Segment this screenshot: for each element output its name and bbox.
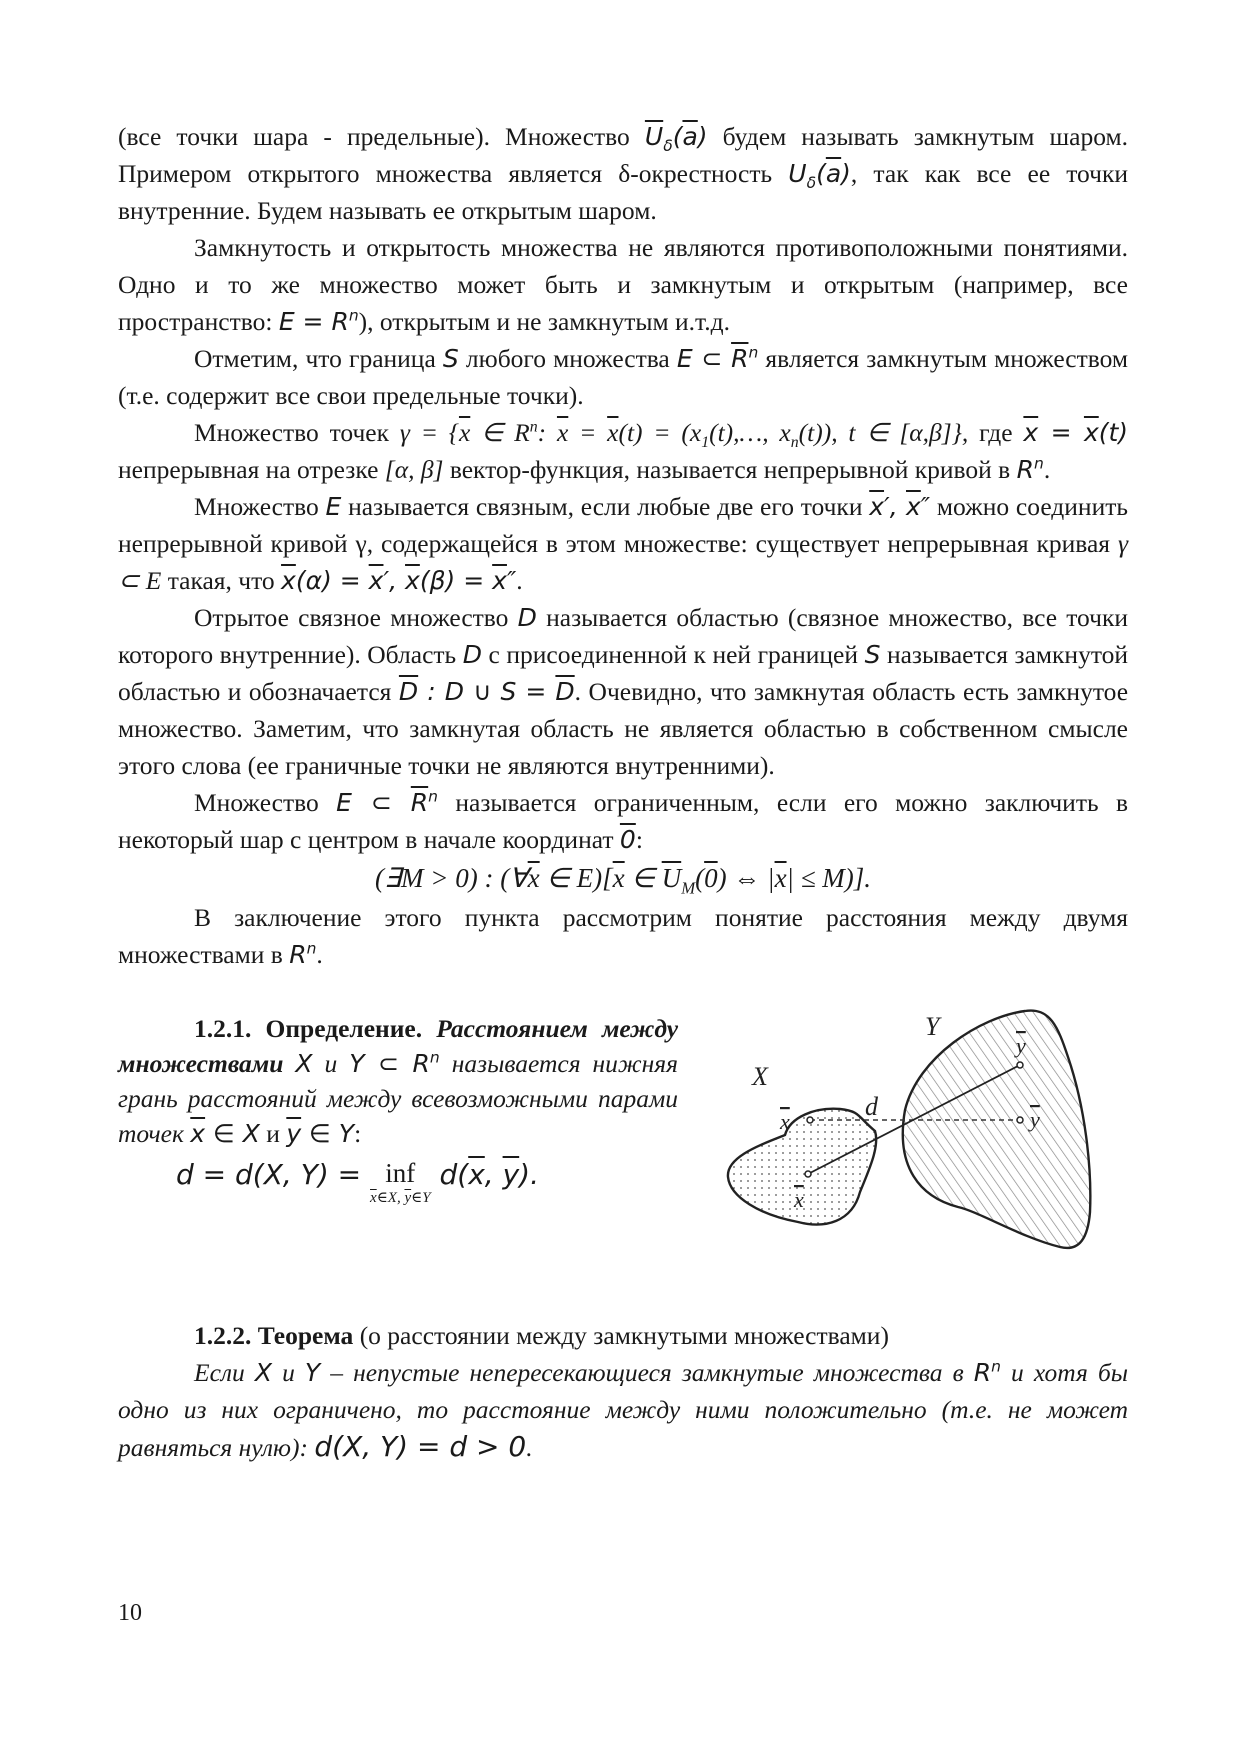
math-D: D [517,603,537,632]
paragraph-closed-open [118,229,1128,340]
definition-block [118,1011,1128,1291]
text: Множество точек [194,418,390,447]
math-Y-subset: Y ⊂ $R^n$ [349,1048,440,1078]
theorem-subtitle: (о расстоянии между замкнутыми множествами) [359,1321,889,1350]
text: называется нижняя грань расстояний между всевозможными парами точек [118,1049,678,1148]
math-closed-ball: $\overline{U}_\delta(\overline{a})$ [644,122,708,155]
math-interval: [α, β] [384,455,444,484]
text: Множество [194,492,319,521]
definition-title: Определение. [265,1014,423,1043]
math-Rn2: $R^n$ [289,939,317,969]
point-y-upper [1017,1062,1023,1068]
formula-bounded: (∃M > 0) : ($\forall\overline{x}$ ∈ $E)[\overline{x}$ ∈ $\overline{U}_M(0)$ ⇔ $|\overline{x}| \le M$)]. [374,863,872,898]
theorem-body: Если X и Y – непустые непересекающиеся замкнутые множества в $R^n$ и хотя бы одно из них ограничено, то расстояние между ними положительно (т.е. не может равняться нулю): d(X, Y) = d > 0. [118,1357,1129,1463]
math-endpoints: $\overline{x}(\alpha) = \overline{x}'$, $\overline{x}(\beta) = \overline{x}''$ [281,566,517,595]
text: Если [194,1358,245,1387]
text: непрерывная на отрезке [118,455,379,484]
text: Отметим, что граница [194,344,436,373]
text: можно соединить непрерывной кривой γ, содержащейся в этом множестве: существует непрерывная кривая [118,492,1128,558]
text: называется связным, если любые две его точки [348,492,863,521]
sets-distance-figure [690,997,1120,1277]
math-X: X [295,1049,313,1078]
text: и [266,1119,280,1148]
label-Y: Y [925,1012,940,1041]
theorem-title: 1.2.2. Теорема [194,1321,354,1350]
definition-number: 1.2.1. [194,1014,252,1043]
point-y-right [1017,1117,1023,1123]
point-x-lower [805,1171,811,1177]
paragraph-connected: Множество E называется связным, если любые две его точки $\overline{x}'$, $\overline{x}''$ можно соединить непрерывной кривой γ, содержащейся в этом множестве: существует непрерывная кривая γ ⊂ E такая, что $\overline{x}(\alpha) = \overline{x}'$, $\overline{x}(\beta) = \overline{x}''$. [118,492,1128,595]
label-y-upper: y [1016,1033,1026,1058]
text: будем называть замкнутым шаром. Примером открытого множества является δ-окрестность [118,122,1129,188]
math-positive-distance: d(X, Y) = d > 0 [314,1430,527,1463]
math-E-subset: E ⊂ $\overline{R}^n$ [676,343,759,373]
math-open-ball: $U_\delta(\overline{a})$ [788,159,851,192]
text: и [282,1358,295,1387]
math-E: E [325,492,342,521]
page-content [118,118,1128,1466]
text: ), открытым и не замкнутым и.т.д. [358,307,730,336]
label-X: X [752,1062,768,1091]
text: Отрытое связное множество [194,603,509,632]
paragraph-curve: Множество точек $\gamma = \{\overline{x}$ ∈ $R^n$: $\overline{x} = \overline{x}(t)$ = ($x_1(t),\dots$, $x_n(t)$), t ∈ [α,β]}, где $\overline{x} = \overline{x}(t)$ непрерывная на отрезке [α, β] вектор-функция, называется непрерывной кривой в $R^n$. [118,418,1129,484]
definition-text [118,1011,678,1210]
text: В заключение этого пункта рассмотрим понятие расстояния между двумя множествами в [118,903,1128,969]
text: и [324,1049,338,1078]
text: . Очевидно, что замкнутая область есть замкнутое множество. Заметим, что замкнутая область не является областью в собственном смысле этого слова (ее граничные точки не являются внутренними). [118,677,1129,780]
text: называется ограниченным, если его можно заключить в некоторый шар с центром в начале координат [118,788,1129,854]
math-two-points: $\overline{x}'$, $\overline{x}''$ [869,492,931,521]
math-y-in-Y: $\overline{y}$ ∈ Y [286,1119,355,1148]
math-x-of-t: $\overline{x} = \overline{x}(t)$ [1023,418,1129,447]
label-d: d [865,1092,878,1121]
paragraph-domain [118,599,1128,784]
text: является замкнутым множеством (т.е. содержит все свои предельные точки). [118,344,1128,410]
text: и хотя бы одно из них ограничено, то расстояние между ними положительно (т.е. не может равняться нулю): [118,1358,1129,1462]
page-number: 10 [118,1600,142,1626]
text: – непустые непересекающиеся замкнутые множества в [330,1358,964,1387]
text: вектор-функция, называется непрерывной кривой в [449,455,1011,484]
paragraph-boundary [118,340,1128,414]
math-X2: X [254,1358,272,1387]
text: Замкнутость и открытость множества не являются противоположными понятиями. Одно и то же множество может быть и замкнутым и открытым (например, все пространство: [118,233,1128,336]
label-x-lower: x [794,1187,804,1212]
math-x-in-X: $\overline{x}$ ∈ X [190,1119,260,1148]
text: такая, что [167,566,275,595]
math-gamma-subset: γ ⊂ E [118,529,1128,595]
text: (все точки шара - предельные). Множество [118,122,630,151]
theorem-block [118,1317,1128,1466]
math-curve-def: $\gamma = \{\overline{x}$ ∈ $R^n$: $\overline{x} = \overline{x}(t)$ = ($x_1(t),\dots$, $x_n(t)$), t ∈ [α,β]}, [399,418,969,452]
text: с присоединенной к ней границей [488,640,859,669]
math-D2: D [462,640,482,669]
text: где [979,418,1013,447]
math-S2: S [864,640,881,669]
math-closure: $\overline{D}$ : D ∪ $S = \overline{D}$ [398,677,575,706]
math-whole-space: $E = R^n$ [278,306,359,336]
math-Rn: $R^n$ [1016,454,1044,484]
text: любого множества [465,344,670,373]
label-y-right: y [1030,1107,1040,1132]
math-E-subset2: E ⊂ $\overline{R}^n$ [336,787,438,817]
paragraph-closed-ball [118,118,1128,229]
set-Y-region [903,1010,1091,1247]
math-Y2: Y [304,1358,321,1387]
paragraph-bounded: Множество E ⊂ $\overline{R}^n$ называется ограниченным, если его можно заключить в некоторый шар с центром в начале координат 0: [118,787,1129,854]
paragraph-conclusion: В заключение этого пункта рассмотрим понятие расстояния между двумя множествами в $R^n$. [118,903,1128,969]
math-S: S [442,344,459,373]
text: , так как все ее точки внутренние. Будем называть ее открытым шаром. [118,159,1129,225]
text: называется областью (связное множество, все точки которого внутренние). Область [118,603,1129,669]
label-x-upper: x [780,1109,790,1134]
text: называется замкнутой областью и обозначается [118,640,1129,706]
math-Rn3: $R^n$ [973,1357,1001,1387]
point-x-upper [807,1117,813,1123]
theorem-heading [118,1317,1128,1354]
definition-paragraph: 1.2.1. Определение. Расстоянием между множествами X и Y ⊂ $R^n$ называется нижняя грань расстояний между всевозможными парами точек $\overline{x}$ ∈ X и $\overline{y}$ ∈ Y: [118,1014,679,1148]
formula-distance: d = d(X, Y) = inf $\overline{x}\in X$, $\overline{y}\in Y$ $d(\overline{x}$, $\overline{y}$). [176,1158,539,1206]
math-origin: 0 [619,825,636,854]
text: Множество [194,788,319,817]
definition-term: Расстоянием между множествами [118,1014,679,1078]
